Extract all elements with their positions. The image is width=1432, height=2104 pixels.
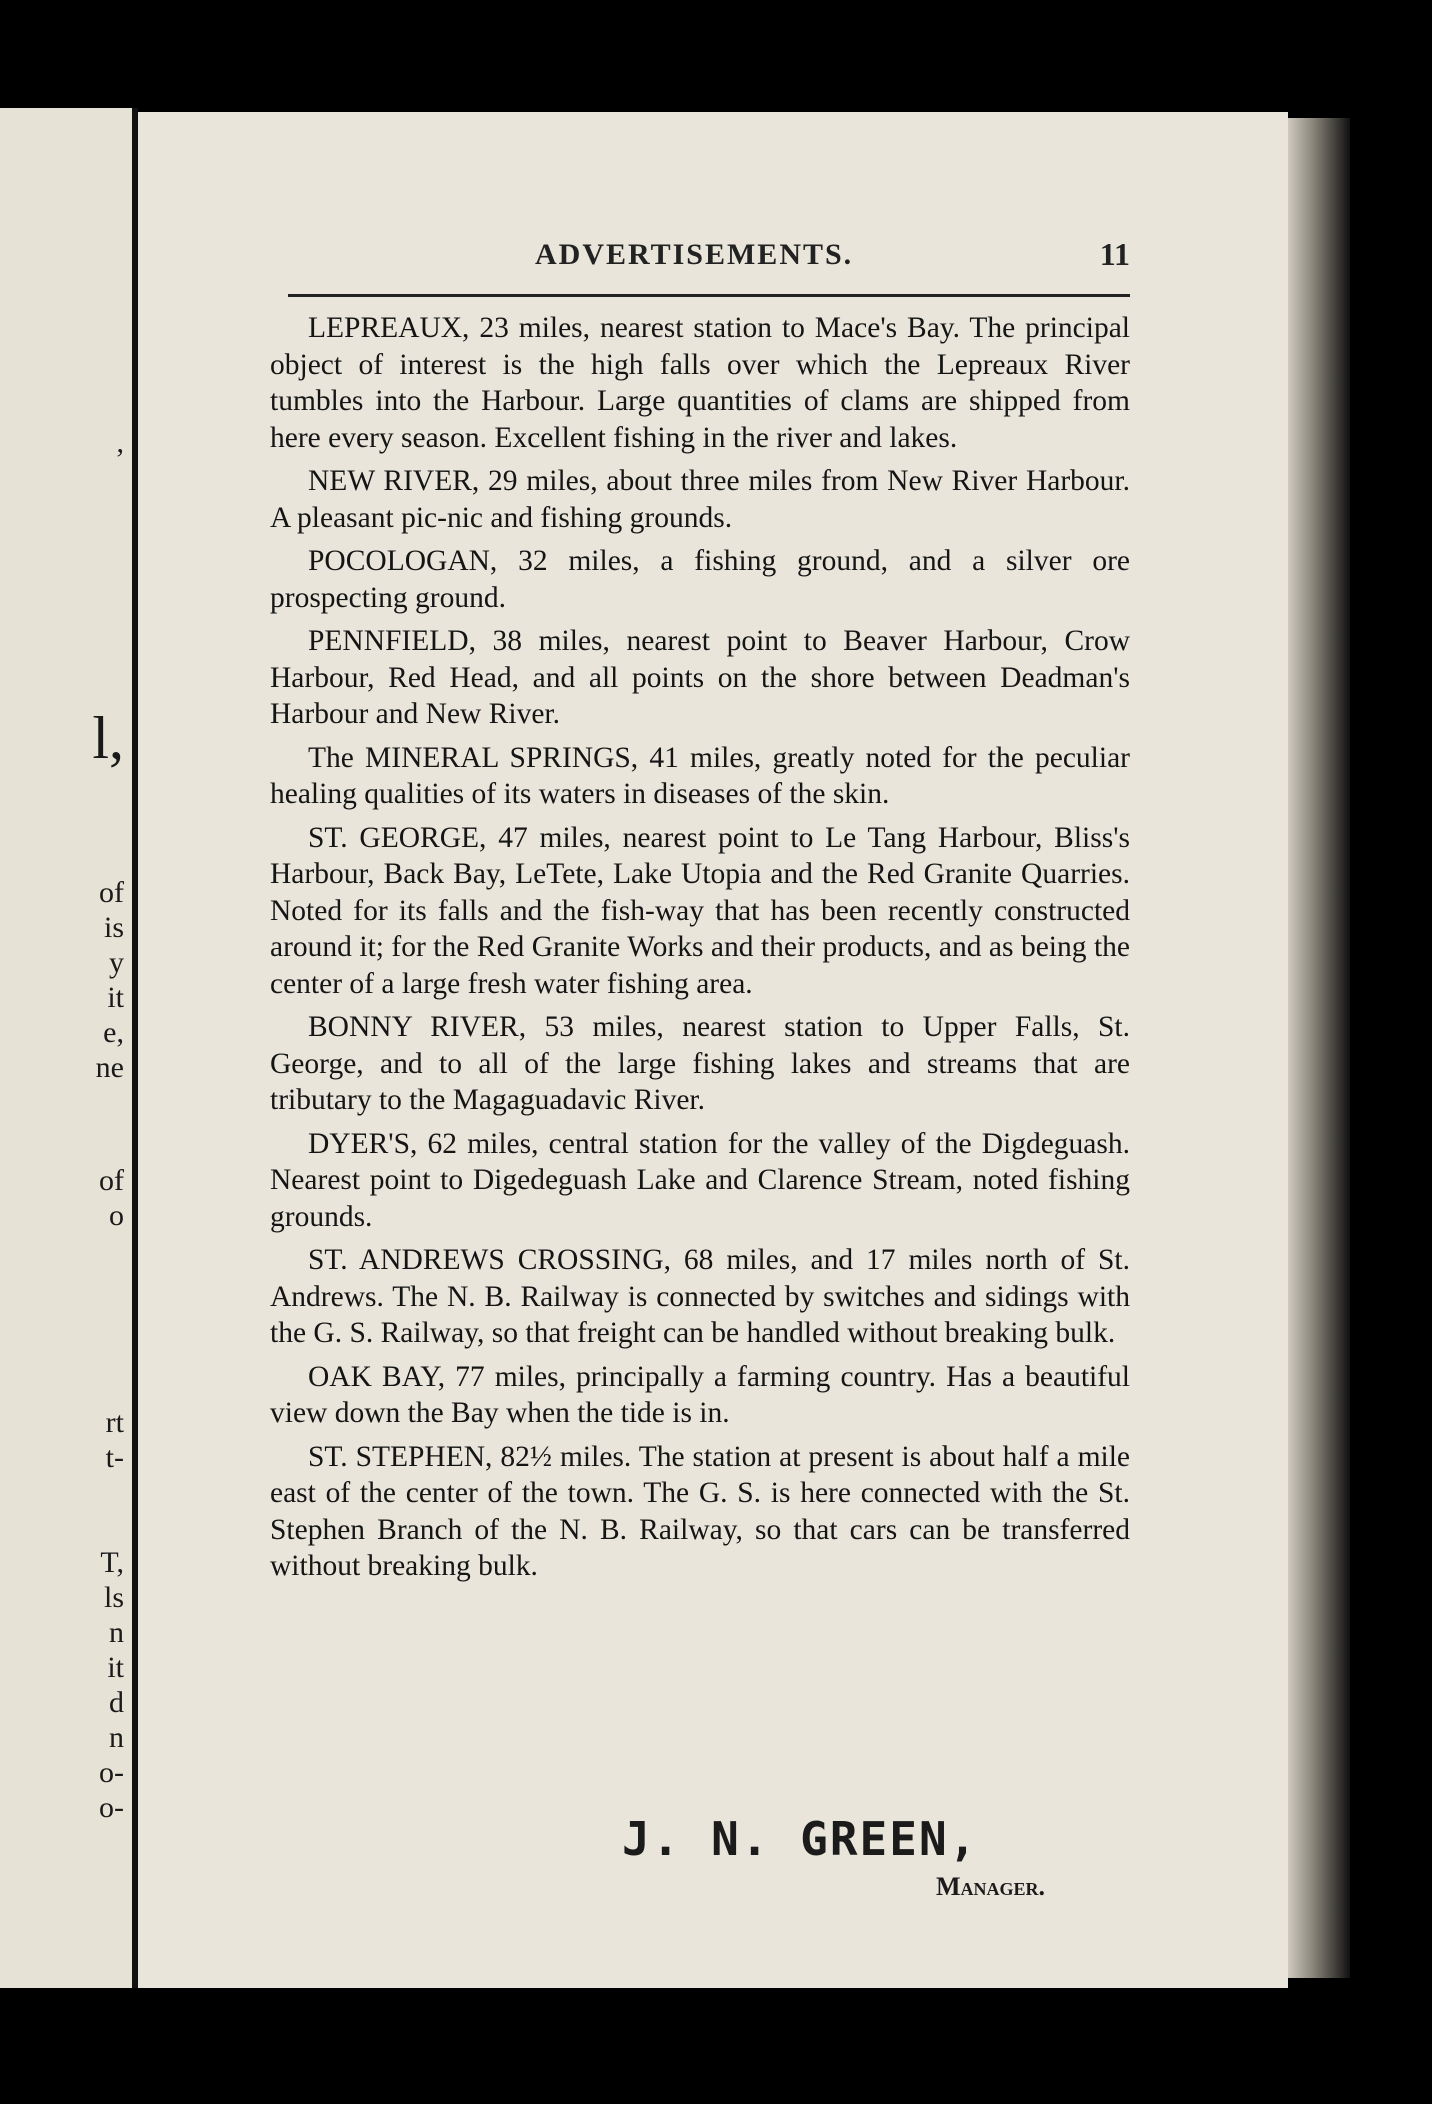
left-page-fragment: of	[99, 1164, 124, 1197]
left-page-fragment: ls	[103, 1581, 124, 1614]
entry-new-river: NEW RIVER, 29 miles, about three miles from New River Harbour. A pleasant pic-nic and fishing grounds.	[270, 465, 1130, 534]
left-page-fragment: n	[109, 1721, 124, 1754]
entry-pocologan: POCOLOGAN, 32 miles, a fishing ground, and a silver ore prospecting ground.	[270, 545, 1130, 614]
left-page-fragment: is	[103, 911, 124, 944]
entry-mineral-springs: The MINERAL SPRINGS, 41 miles, greatly noted for the peculiar healing qualities of its waters in diseases of the skin.	[270, 741, 1130, 810]
left-page-fragment: ne	[95, 1051, 124, 1084]
entry-st-george: ST. GEORGE, 47 miles, nearest point to Le Tang Harbour, Bliss's Harbour, Back Bay, LeTete, Lake Utopia and the Red Granite Quarries. Noted for its falls and the fish-way that has been recently constructed around it; for the Red Granite Works and their products, and as being the center of a large fresh water fishing area.	[270, 821, 1130, 1000]
left-page-fragment: n	[109, 1616, 124, 1649]
left-page-fragment: of	[99, 876, 124, 909]
left-page-fragment: l,	[92, 705, 124, 771]
running-head: ADVERTISEMENTS.	[535, 238, 854, 271]
page-edge-shadow	[1288, 118, 1350, 1978]
entry-dyers: DYER'S, 62 miles, central station for the valley of the Digdeguash. Nearest point to Digedeguash Lake and Clarence Stream, noted fishing grounds.	[270, 1127, 1130, 1233]
entry-pennfield: PENNFIELD, 38 miles, nearest point to Beaver Harbour, Crow Harbour, Red Head, and all points on the shore between Deadman's Harbour and New River.	[270, 625, 1130, 730]
left-page-fragment: it	[107, 981, 124, 1014]
facing-page-fragment	[0, 108, 132, 1988]
page-body	[270, 310, 1130, 1592]
left-page-fragment: t-	[105, 1441, 124, 1474]
left-page-fragment: d	[109, 1686, 124, 1719]
left-page-fragment: o-	[99, 1791, 124, 1824]
left-page-fragment: it	[107, 1651, 124, 1684]
entry-st-stephen: ST. STEPHEN, 82½ miles. The station at present is about half a mile east of the center of the town. The G. S. is here connected with the St. Stephen Branch of the N. B. Railway, so that cars can be transferred without breaking bulk.	[270, 1440, 1130, 1582]
entry-oak-bay: OAK BAY, 77 miles, principally a farming country. Has a beautiful view down the Bay when the tide is in.	[270, 1360, 1130, 1429]
entry-lepreaux: LEPREAUX, 23 miles, nearest station to Mace's Bay. The principal object of interest is the high falls over which the Lepreaux River tumbles into the Harbour. Large quantities of clams are shipped from here every season. Excellent fishing in the river and lakes.	[270, 312, 1130, 454]
left-page-fragment: e,	[103, 1016, 124, 1049]
entry-st-andrews-crossing: ST. ANDREWS CROSSING, 68 miles, and 17 miles north of St. Andrews. The N. B. Railway is connected by switches and sidings with the G. S. Railway, so that freight can be handled without breaking bulk.	[270, 1244, 1130, 1349]
left-page-fragment: rt	[105, 1406, 124, 1439]
left-page-fragment: y	[109, 946, 124, 979]
header-rule	[288, 294, 1130, 297]
signature-name: J. N. GREEN,	[622, 1812, 979, 1866]
signature-title: Manager.	[936, 1872, 1046, 1901]
left-page-fragment: o	[109, 1199, 124, 1232]
page-number: 11	[1099, 236, 1130, 272]
left-page-fragment: o-	[99, 1756, 124, 1789]
page-header	[280, 232, 1130, 282]
entry-bonny-river: BONNY RIVER, 53 miles, nearest station to Upper Falls, St. George, and to all of the large fishing lakes and streams that are tributary to the Magaguadavic River.	[270, 1011, 1130, 1116]
left-page-fragment: T,	[100, 1546, 124, 1579]
left-page-fragment: ,	[116, 426, 124, 459]
